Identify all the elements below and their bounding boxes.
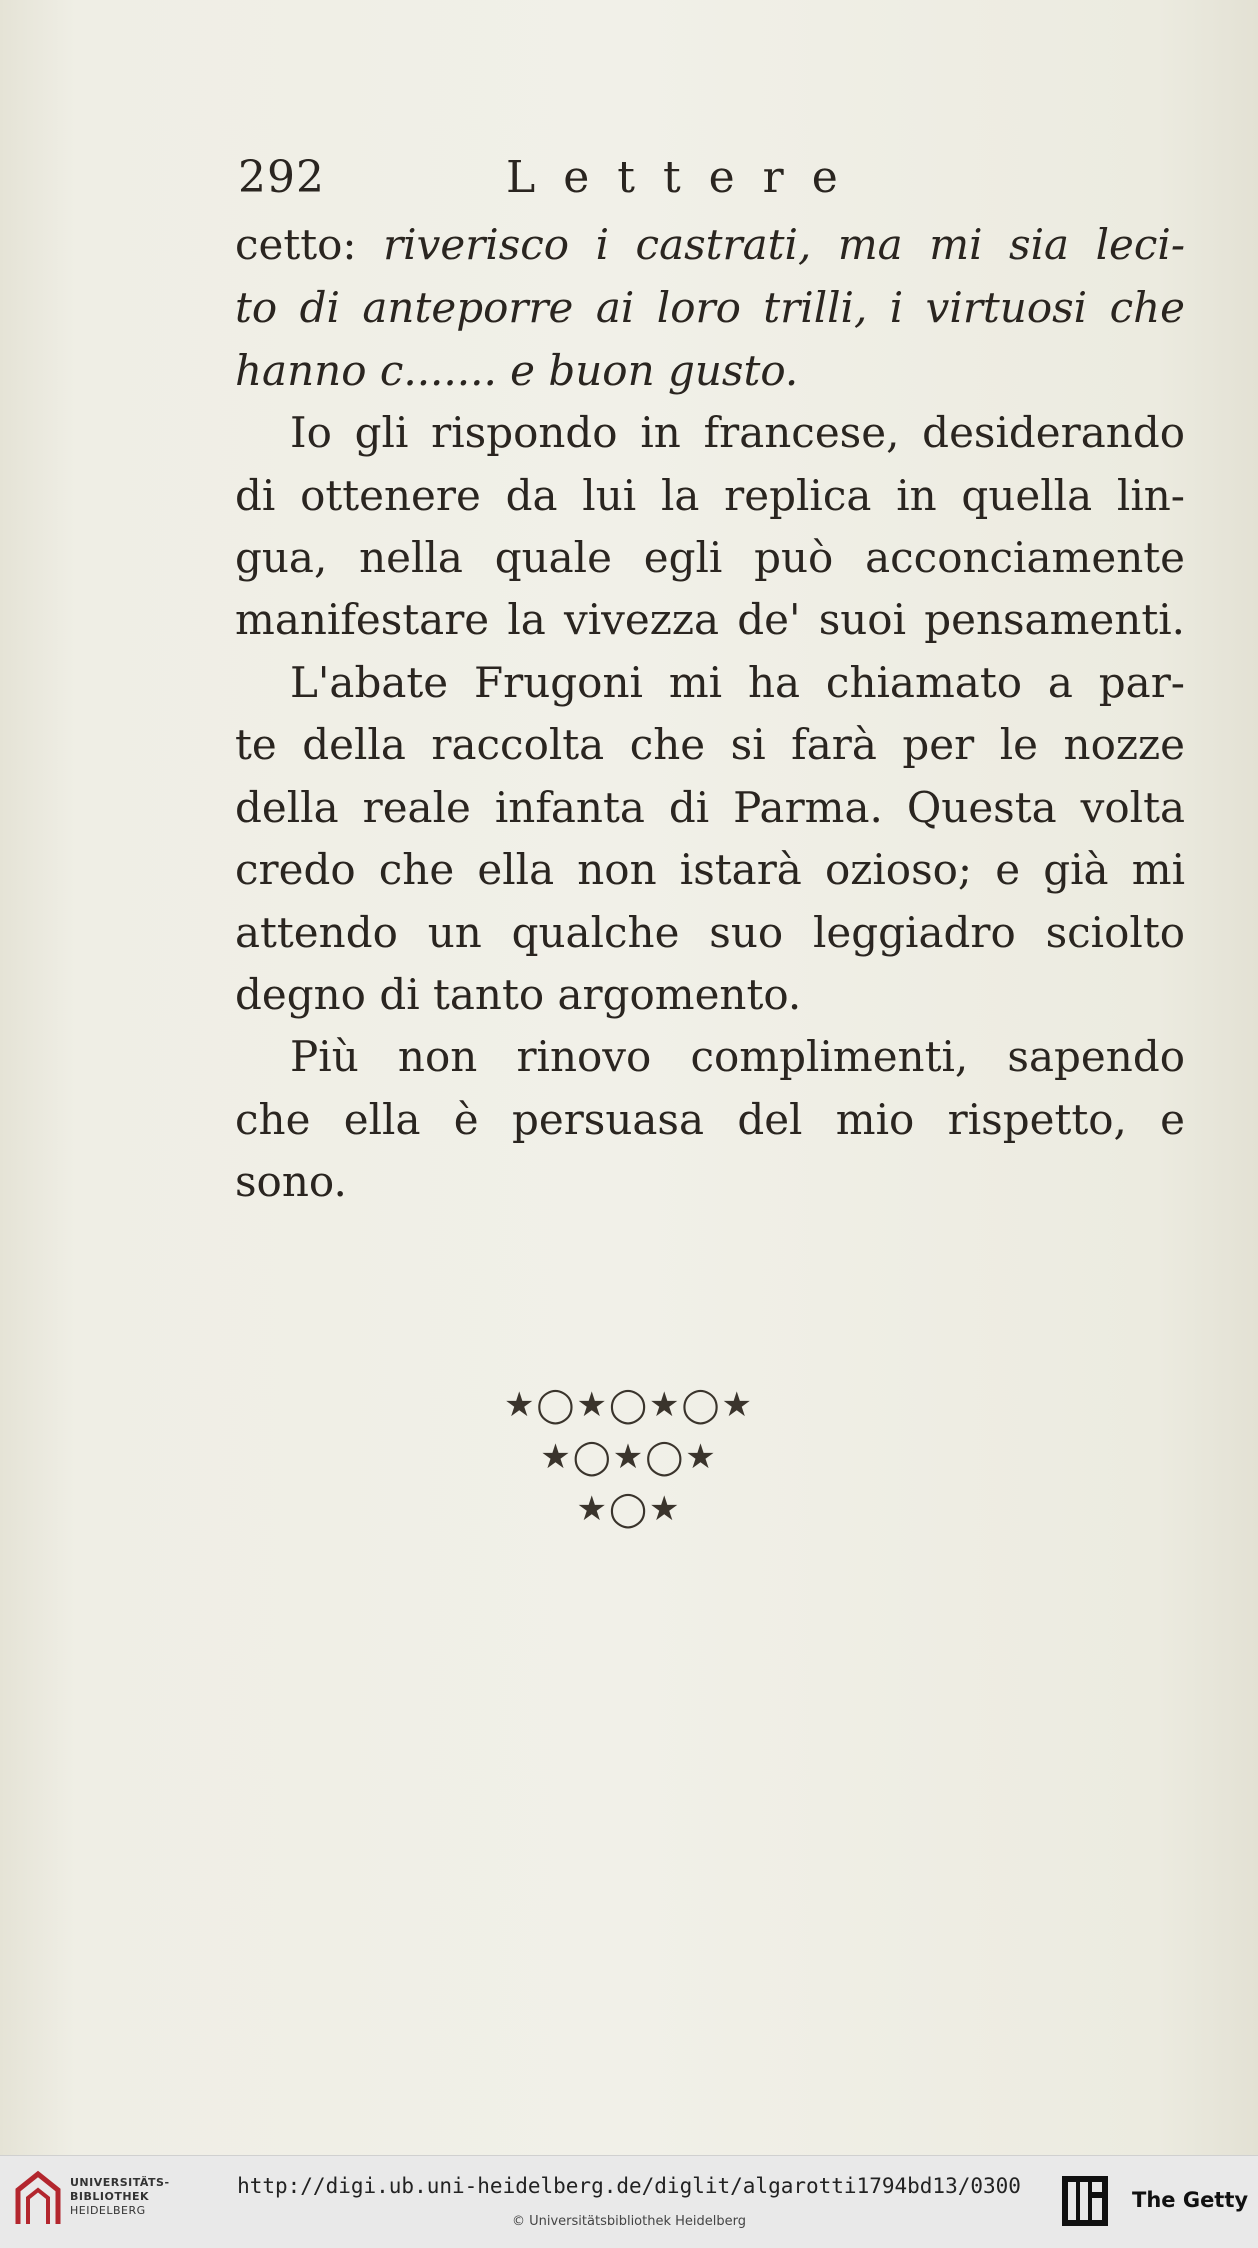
text-line: to di anteporre ai loro trilli, i virtuosi che: [235, 283, 1185, 332]
ornament-row-3: ★◯★: [576, 1489, 682, 1529]
text-line: credo che ella non istarà ozioso; e già mi: [235, 845, 1185, 894]
page-number: 292: [238, 152, 325, 203]
viewer-footer: [0, 2155, 1258, 2248]
text-line: Più non rinovo complimenti, sapendo: [290, 1032, 1185, 1081]
text-line: L'abate Frugoni mi ha chiamato a par-: [290, 658, 1185, 707]
text-line: degno di tanto argomento.: [235, 970, 802, 1019]
ornament-row-1: ★◯★◯★◯★: [503, 1385, 755, 1425]
text-line: che ella è persuasa del mio rispetto, e: [235, 1095, 1185, 1144]
ornament-row-2: ★◯★◯★: [540, 1437, 718, 1477]
permalink-url[interactable]: http://digi.ub.uni-heidelberg.de/diglit/algarotti1794bd13/0300: [237, 2174, 1021, 2198]
page-header: [238, 152, 938, 212]
text-line: te della raccolta che si farà per le nozze: [235, 720, 1185, 769]
getty-logo-icon: [1060, 2174, 1110, 2228]
copyright-notice: © Universitätsbibliothek Heidelberg: [511, 2214, 746, 2229]
partner-name: The Getty: [1132, 2188, 1249, 2212]
institution-name: UNIVERSITÄTS- BIBLIOTHEK HEIDELBERG: [70, 2176, 170, 2217]
text-line: cetto: riverisco i castrati, ma mi sia leci-: [235, 220, 1186, 269]
running-head: Lettere: [506, 152, 866, 203]
text-line: hanno c....... e buon gusto.: [235, 346, 799, 395]
text-line: gua, nella quale egli può acconciamente: [235, 533, 1185, 582]
text-line: della reale infanta di Parma. Questa volta: [235, 783, 1185, 832]
text-line: di ottenere da lui la replica in quella lin-: [235, 471, 1185, 520]
text-line: sono.: [235, 1157, 347, 1206]
text-line: Io gli rispondo in francese, desiderando: [290, 408, 1185, 457]
text-line: attendo un qualche suo leggiadro sciolto: [235, 908, 1185, 957]
text-line: manifestare la vivezza de' suoi pensamenti.: [235, 595, 1185, 644]
